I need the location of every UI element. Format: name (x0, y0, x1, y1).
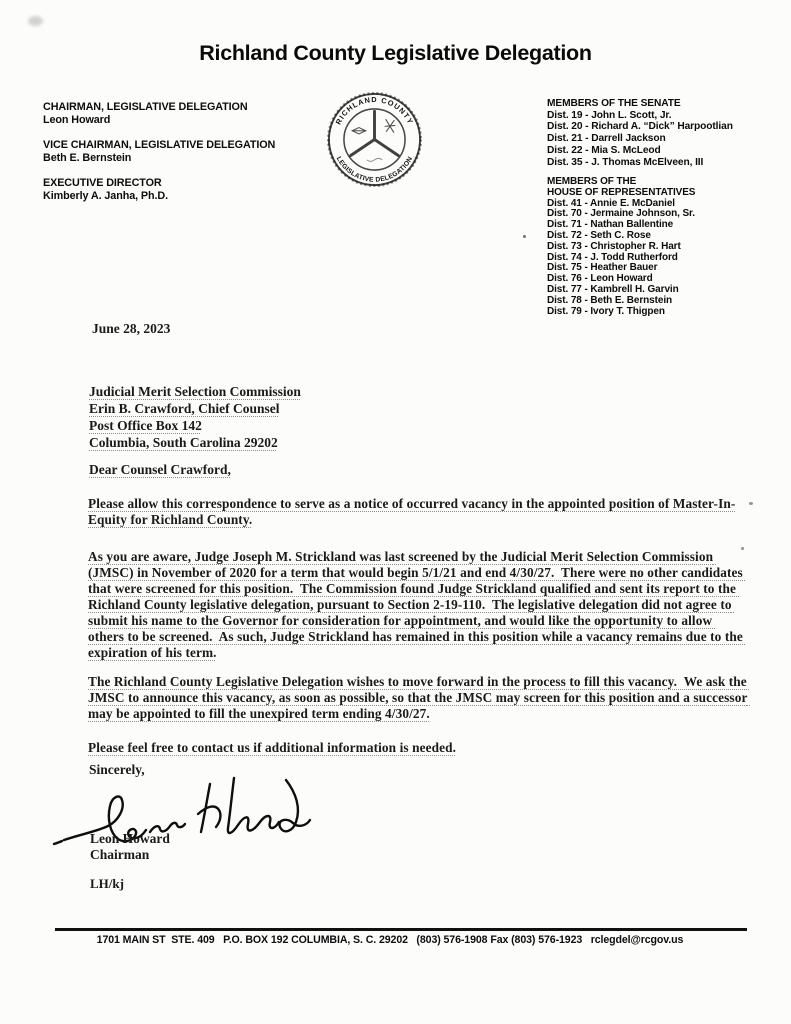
officials-block (43, 101, 343, 216)
house-member: Dist. 71 - Nathan Ballentine (547, 219, 674, 231)
seal-star-glyph (385, 119, 396, 133)
senate-member: Dist. 21 - Darrell Jackson (547, 133, 666, 145)
salutation: Dear Counsel Crawford, (89, 462, 231, 477)
letter-paragraph: The Richland County Legislative Delegation wishes to move forward in the process to fill this vacancy. We ask the JMSC to announce this vacancy, as soon as possible, so that the JMSC may screen for this position and a successor may be appointed to fill the unexpired term ending 4/30/27. (88, 674, 751, 721)
house-member: Dist. 77 - Kambrell H. Garvin (547, 283, 679, 295)
reference-initials: LH/kj (90, 876, 124, 891)
senate-members-block (547, 98, 782, 168)
house-member: Dist. 41 - Annie E. McDaniel (547, 197, 675, 209)
vice-chairman-label: VICE CHAIRMAN, LEGISLATIVE DELEGATION (43, 139, 276, 152)
senate-member: Dist. 22 - Mia S. McLeod (547, 144, 661, 156)
vice-chairman-group (43, 139, 343, 164)
executive-director-name: Kimberly A. Janha, Ph.D. (43, 189, 168, 202)
house-member: Dist. 72 - Seth C. Rose (547, 229, 651, 241)
house-member: Dist. 79 - Ivory T. Thigpen (547, 305, 665, 317)
seal-wave-glyph (367, 158, 383, 161)
senate-member: Dist. 35 - J. Thomas McElveen, III (547, 156, 704, 168)
chairman-label: CHAIRMAN, LEGISLATIVE DELEGATION (43, 101, 248, 113)
address-line: Post Office Box 142 (89, 418, 202, 433)
letter-paragraph: As you are aware, Judge Joseph M. Strickland was last screened by the Judicial Merit Selection Commission (JMSC) in November of 2020 for a term that would begin 5/1/21 and end 4/30/27. There were no other candidates that were screened for this position. The Commission found Judge Strickland qualified and sent its report to the Richland County legislative delegation, pursuant to Section 2-19-110. The legislative delegation did not agree to submit his name to the Governor for consideration for appointment, and would like the opportunity to allow others to be screened. As such, Judge Strickland has remained in this position while a vacancy remains due to the expiration of his term. (88, 549, 747, 660)
house-member: Dist. 74 - J. Todd Rutherford (547, 251, 678, 263)
footer-rule (55, 928, 747, 931)
house-members-block (547, 177, 782, 317)
house-member: Dist. 73 - Christopher R. Hart (547, 240, 681, 252)
seal-bottom-text: LEGISLATIVE DELEGATION (334, 155, 415, 184)
senate-member: Dist. 20 - Richard A. “Dick” Harpootlian (547, 121, 733, 133)
signer-name: Leon Howard (90, 831, 170, 846)
signer-title: Chairman (90, 847, 150, 862)
letter-paragraph: Please allow this correspondence to serve as a notice of occurred vacancy in the appointed position of Master-In-Equity for Richland County. (88, 496, 736, 527)
address-line: Erin B. Crawford, Chief Counsel (89, 401, 280, 416)
chairman-name: Leon Howard (43, 113, 111, 126)
footer-text: 1701 MAIN ST STE. 409 P.O. BOX 192 COLUMBIA, S. C. 29202 (803) 576-1908 Fax (803) 576-1923 rclegdel@rcgov.us (96, 934, 684, 946)
senate-heading: MEMBERS OF THE SENATE (547, 98, 681, 109)
closing: Sincerely, (89, 762, 145, 777)
delegation-seal-image (326, 91, 423, 188)
house-heading-line1: MEMBERS OF THE (547, 176, 637, 187)
letter-date: June 28, 2023 (92, 321, 171, 336)
delegation-seal (326, 91, 423, 193)
executive-director-group (43, 177, 343, 202)
scan-speck (749, 502, 753, 505)
address-line: Judicial Merit Selection Commission (89, 384, 301, 399)
letter-paragraph: Please feel free to contact us if additional information is needed. (88, 740, 457, 755)
vice-chairman-name: Beth E. Bernstein (43, 151, 132, 164)
house-member: Dist. 70 - Jermaine Johnson, Sr. (547, 208, 695, 220)
house-member: Dist. 76 - Leon Howard (547, 273, 653, 285)
scan-speck (523, 235, 526, 238)
senate-member: Dist. 19 - John L. Scott, Jr. (547, 109, 672, 121)
executive-director-label: EXECUTIVE DIRECTOR (43, 177, 162, 190)
address-line: Columbia, South Carolina 29202 (89, 435, 278, 450)
house-member: Dist. 75 - Heather Bauer (547, 262, 658, 274)
seal-diamond-glyph (352, 128, 366, 134)
scan-smudge (28, 16, 43, 26)
house-member: Dist. 78 - Beth E. Bernstein (547, 294, 673, 306)
chairman-group (43, 101, 343, 126)
seal-top-text: RICHLAND COUNTY (333, 95, 416, 127)
house-heading-line2: HOUSE OF REPRESENTATIVES (547, 186, 696, 198)
recipient-address (89, 383, 301, 451)
page-title: Richland County Legislative Delegation (199, 41, 592, 65)
